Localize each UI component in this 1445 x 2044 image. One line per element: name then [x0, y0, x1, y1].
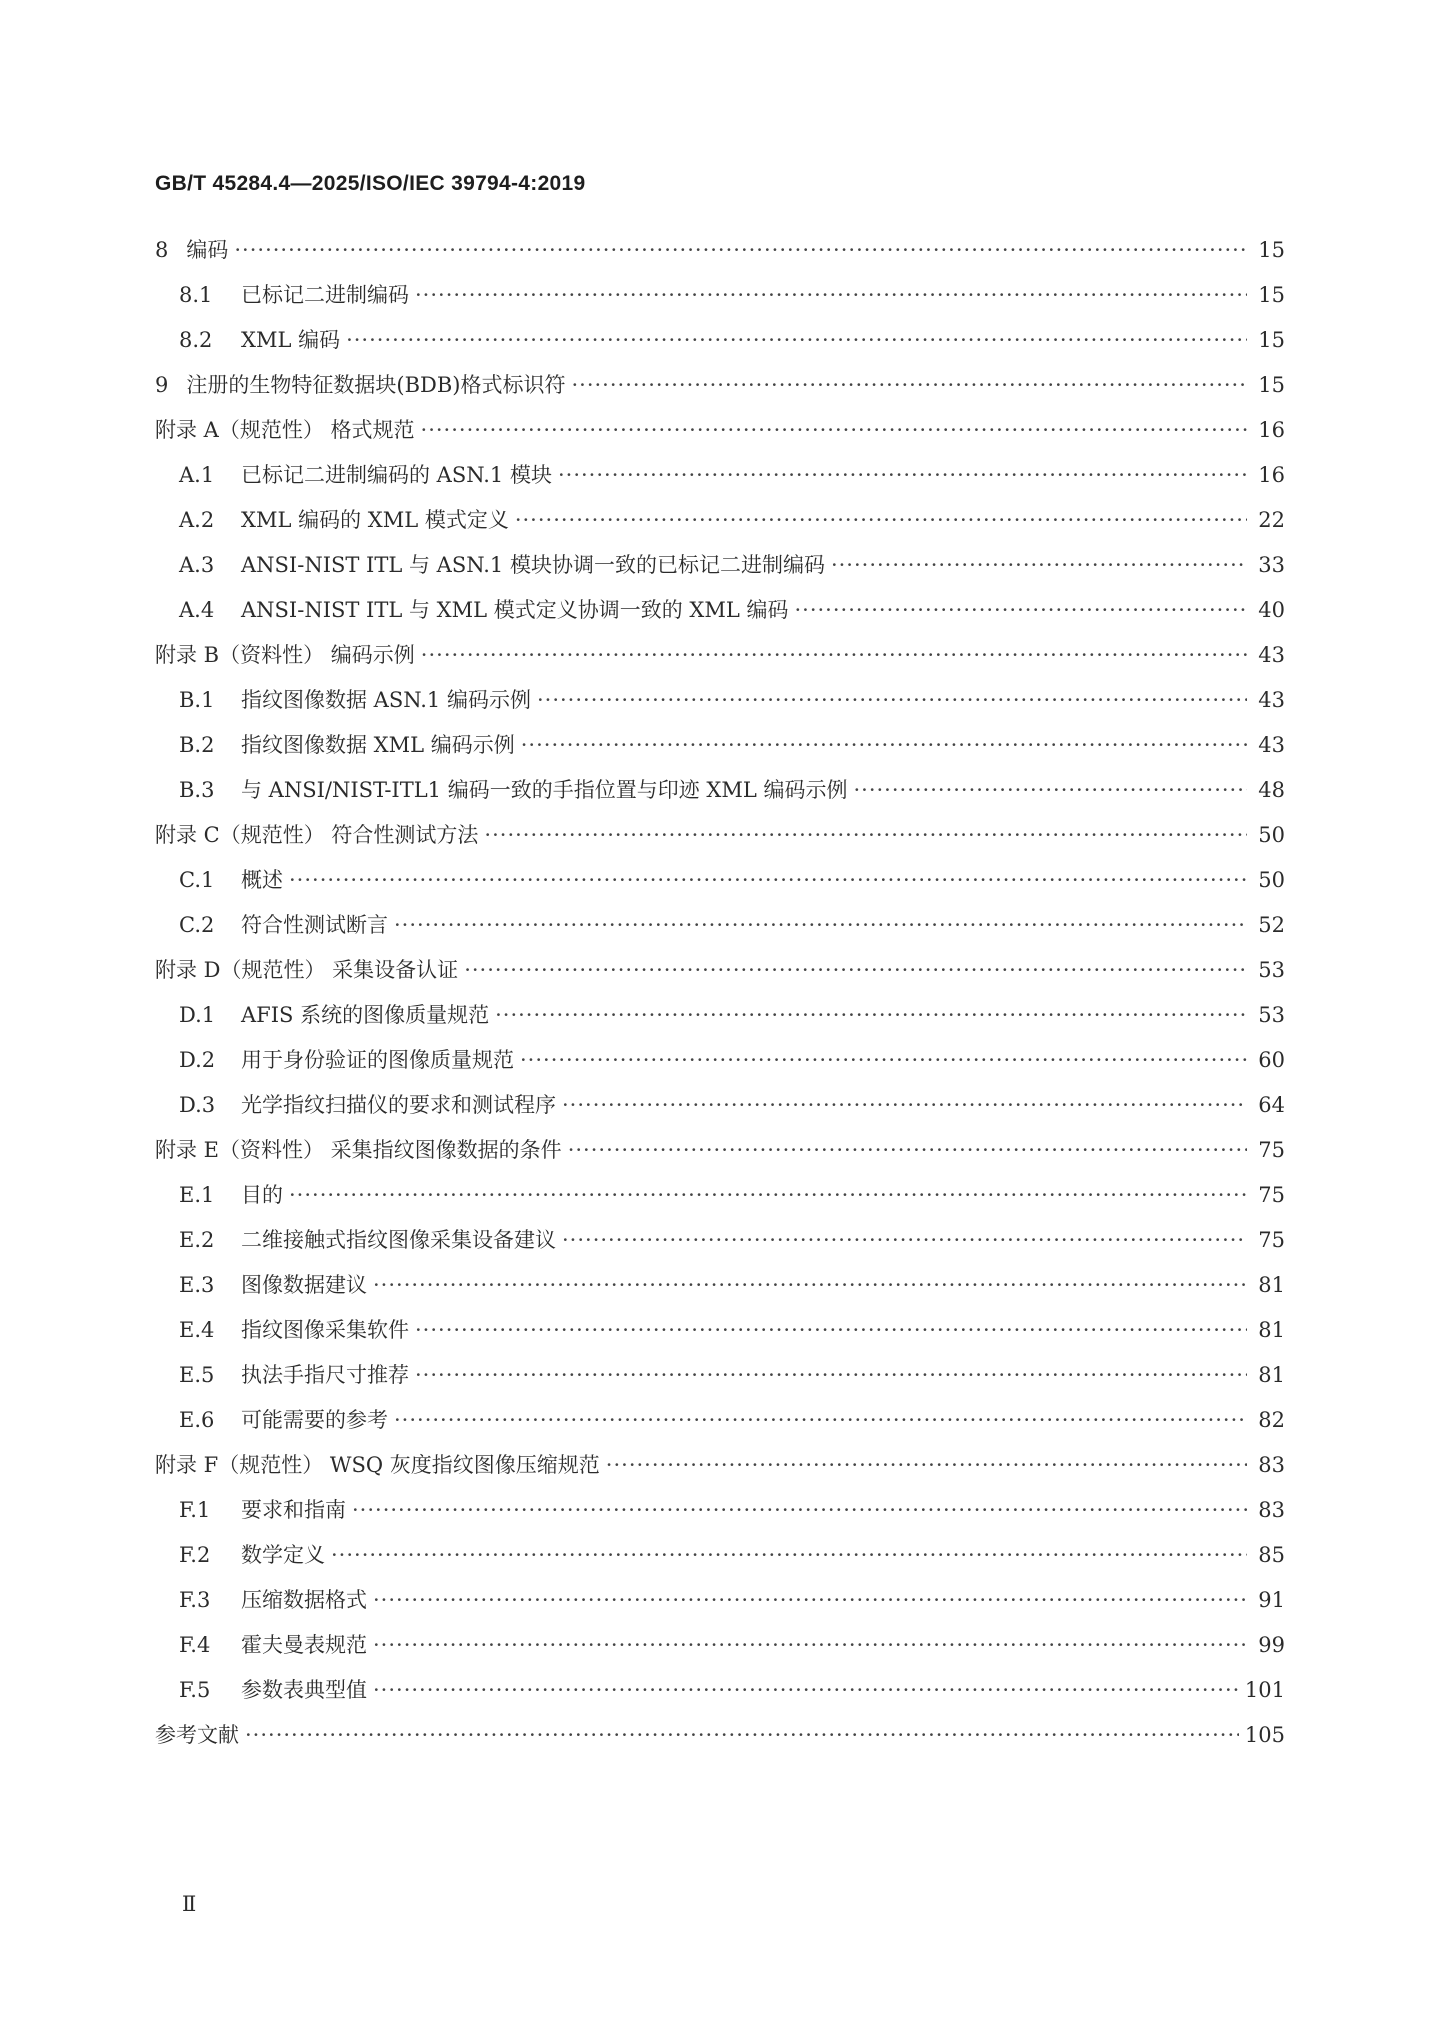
toc-entry[interactable]: [155, 1270, 1285, 1315]
toc-entry-page: 105: [1244, 1723, 1285, 1747]
toc-entry-number: E.1: [179, 1183, 215, 1207]
toc-entry-page: 52: [1258, 913, 1285, 937]
toc-dot-leader: [831, 550, 1247, 580]
toc-dot-leader: [346, 325, 1247, 355]
toc-dot-leader: [394, 1405, 1247, 1435]
toc-entry-title: ANSI-NIST ITL 与 ASN.1 模块协调一致的已标记二进制编码: [241, 553, 825, 577]
toc-entry-page: 75: [1258, 1183, 1285, 1207]
toc-entry-title: 符合性测试断言: [241, 913, 388, 937]
toc-entry-title: 已标记二进制编码: [241, 283, 409, 307]
toc-entry[interactable]: [155, 1045, 1285, 1090]
toc-entry-title: 二维接触式指纹图像采集设备建议: [241, 1228, 556, 1252]
toc-entry-number: 8.2: [179, 328, 213, 352]
toc-entry[interactable]: [155, 1000, 1285, 1045]
toc-dot-leader: [415, 280, 1247, 310]
toc-entry[interactable]: [155, 325, 1285, 370]
toc-entry-title: 图像数据建议: [241, 1273, 367, 1297]
toc-entry-page: 22: [1258, 508, 1285, 532]
toc-dot-leader: [606, 1450, 1247, 1480]
toc-entry-title: 附录 A（规范性） 格式规范: [155, 418, 415, 442]
toc-entry-number: E.6: [179, 1408, 215, 1432]
toc-entry[interactable]: [155, 1135, 1285, 1180]
toc-dot-leader: [245, 1720, 1239, 1750]
toc-entry-page: 43: [1258, 688, 1285, 712]
toc-dot-leader: [421, 415, 1247, 445]
toc-dot-leader: [495, 1000, 1247, 1030]
toc-entry-number: 8.1: [179, 283, 213, 307]
toc-entry-title: 附录 D（规范性） 采集设备认证: [155, 958, 459, 982]
toc-entry-page: 81: [1258, 1273, 1285, 1297]
toc-entry-number: B.3: [179, 778, 215, 802]
toc-entry-page: 75: [1258, 1138, 1285, 1162]
toc-entry[interactable]: [155, 460, 1285, 505]
toc-entry-page: 16: [1258, 463, 1285, 487]
toc-entry[interactable]: [155, 775, 1285, 820]
toc-entry-title: XML 编码的 XML 模式定义: [241, 508, 509, 532]
toc-entry[interactable]: [155, 235, 1285, 280]
toc-dot-leader: [289, 1180, 1247, 1210]
toc-entry-title: 概述: [241, 868, 283, 892]
toc-entry-title: AFIS 系统的图像质量规范: [241, 1003, 490, 1027]
toc-entry-number: C.1: [179, 868, 215, 892]
toc-entry-number: A.2: [179, 508, 215, 532]
toc-entry-page: 60: [1258, 1048, 1285, 1072]
toc-entry-title: 附录 C（规范性） 符合性测试方法: [155, 823, 479, 847]
toc-dot-leader: [794, 595, 1247, 625]
toc-entry-title: 附录 F（规范性） WSQ 灰度指纹图像压缩规范: [155, 1453, 600, 1477]
toc-entry-page: 15: [1258, 328, 1285, 352]
toc-entry-title: ANSI-NIST ITL 与 XML 模式定义协调一致的 XML 编码: [241, 598, 789, 622]
toc-dot-leader: [515, 505, 1247, 535]
toc-entry-page: 43: [1258, 643, 1285, 667]
toc-entry-number: A.3: [179, 553, 215, 577]
toc-entry-number: D.2: [179, 1048, 216, 1072]
toc-entry-page: 81: [1258, 1318, 1285, 1342]
toc-entry-title: 数学定义: [241, 1543, 325, 1567]
toc-entry-number: 8: [155, 238, 169, 262]
toc-entry-page: 53: [1258, 1003, 1285, 1027]
toc-entry[interactable]: [155, 370, 1285, 415]
toc-dot-leader: [853, 775, 1247, 805]
toc-entry[interactable]: [155, 415, 1285, 460]
toc-entry-page: 53: [1258, 958, 1285, 982]
toc-entry-page: 85: [1258, 1543, 1285, 1567]
toc-entry-title: 已标记二进制编码的 ASN.1 模块: [241, 463, 552, 487]
toc-entry-page: 83: [1258, 1453, 1285, 1477]
toc-dot-leader: [373, 1585, 1247, 1615]
toc-entry[interactable]: [155, 640, 1285, 685]
toc-entry-title: 要求和指南: [241, 1498, 346, 1522]
toc-dot-leader: [394, 910, 1247, 940]
toc-entry-number: E.4: [179, 1318, 215, 1342]
toc-dot-leader: [234, 235, 1247, 265]
toc-entry-page: 81: [1258, 1363, 1285, 1387]
page-header-standard-id: GB/T 45284.4—2025/ISO/IEC 39794-4:2019: [155, 172, 586, 195]
toc-entry[interactable]: [155, 820, 1285, 865]
toc-entry[interactable]: [155, 1720, 1285, 1765]
toc-entry-number: F.3: [179, 1588, 211, 1612]
toc-entry-page: 40: [1258, 598, 1285, 622]
toc-entry-page: 83: [1258, 1498, 1285, 1522]
toc-entry-number: E.3: [179, 1273, 215, 1297]
toc-entry-title: 指纹图像数据 ASN.1 编码示例: [241, 688, 531, 712]
toc-entry[interactable]: [155, 955, 1285, 1000]
toc-dot-leader: [562, 1225, 1247, 1255]
toc-entry-title: 附录 E（资料性） 采集指纹图像数据的条件: [155, 1138, 562, 1162]
table-of-contents: [155, 235, 1285, 1765]
toc-dot-leader: [415, 1360, 1247, 1390]
toc-entry[interactable]: [155, 1540, 1285, 1585]
toc-dot-leader: [571, 370, 1247, 400]
toc-entry-page: 64: [1258, 1093, 1285, 1117]
toc-entry[interactable]: [155, 1450, 1285, 1495]
toc-dot-leader: [373, 1630, 1247, 1660]
toc-entry-title: 指纹图像采集软件: [241, 1318, 409, 1342]
toc-entry-page: 50: [1258, 868, 1285, 892]
toc-entry[interactable]: [155, 1630, 1285, 1675]
toc-entry[interactable]: [155, 730, 1285, 775]
toc-entry-title: 执法手指尺寸推荐: [241, 1363, 409, 1387]
toc-entry-title: 参考文献: [155, 1723, 239, 1747]
page-number: Ⅱ: [182, 1892, 197, 1916]
toc-entry-title: 光学指纹扫描仪的要求和测试程序: [241, 1093, 556, 1117]
toc-entry[interactable]: [155, 910, 1285, 955]
toc-entry[interactable]: [155, 550, 1285, 595]
toc-entry-number: F.2: [179, 1543, 211, 1567]
toc-entry[interactable]: [155, 685, 1285, 730]
toc-dot-leader: [373, 1270, 1247, 1300]
toc-dot-leader: [464, 955, 1247, 985]
toc-dot-leader: [415, 1315, 1247, 1345]
toc-entry[interactable]: [155, 595, 1285, 640]
toc-entry-page: 43: [1258, 733, 1285, 757]
toc-entry[interactable]: [155, 505, 1285, 550]
toc-entry-title: XML 编码: [241, 328, 341, 352]
toc-entry-number: A.4: [179, 598, 215, 622]
toc-dot-leader: [352, 1495, 1247, 1525]
toc-entry-title: 与 ANSI/NIST-ITL1 编码一致的手指位置与印迹 XML 编码示例: [241, 778, 848, 802]
toc-entry[interactable]: [155, 1405, 1285, 1450]
toc-entry[interactable]: [155, 1360, 1285, 1405]
toc-entry-page: 50: [1258, 823, 1285, 847]
toc-entry[interactable]: [155, 1225, 1285, 1270]
toc-entry-page: 99: [1258, 1633, 1285, 1657]
toc-entry-page: 33: [1258, 553, 1285, 577]
toc-entry-page: 91: [1258, 1588, 1285, 1612]
toc-entry-page: 15: [1258, 283, 1285, 307]
toc-entry-number: D.1: [179, 1003, 216, 1027]
toc-entry-number: E.5: [179, 1363, 215, 1387]
toc-entry-page: 101: [1244, 1678, 1285, 1702]
toc-entry[interactable]: [155, 1180, 1285, 1225]
toc-entry-number: C.2: [179, 913, 215, 937]
toc-entry[interactable]: [155, 1495, 1285, 1540]
toc-entry-number: B.1: [179, 688, 215, 712]
toc-dot-leader: [521, 730, 1247, 760]
toc-entry-title: 压缩数据格式: [241, 1588, 367, 1612]
toc-entry-page: 48: [1258, 778, 1285, 802]
toc-entry-page: 16: [1258, 418, 1285, 442]
toc-dot-leader: [520, 1045, 1247, 1075]
toc-entry-page: 15: [1258, 373, 1285, 397]
toc-entry[interactable]: [155, 1315, 1285, 1360]
toc-entry-number: E.2: [179, 1228, 215, 1252]
toc-entry-page: 82: [1258, 1408, 1285, 1432]
toc-entry-number: A.1: [179, 463, 215, 487]
toc-entry-page: 15: [1258, 238, 1285, 262]
toc-dot-leader: [373, 1675, 1239, 1705]
toc-entry[interactable]: [155, 280, 1285, 325]
toc-entry[interactable]: [155, 1090, 1285, 1135]
toc-entry[interactable]: [155, 1585, 1285, 1630]
toc-entry-title: 指纹图像数据 XML 编码示例: [241, 733, 515, 757]
toc-entry-number: F.1: [179, 1498, 211, 1522]
toc-entry-number: B.2: [179, 733, 215, 757]
toc-dot-leader: [568, 1135, 1247, 1165]
toc-entry-title: 注册的生物特征数据块(BDB)格式标识符: [186, 373, 566, 397]
toc-entry-title: 附录 B（资料性） 编码示例: [155, 643, 415, 667]
toc-entry-number: F.4: [179, 1633, 211, 1657]
toc-dot-leader: [484, 820, 1247, 850]
toc-dot-leader: [558, 460, 1247, 490]
toc-dot-leader: [289, 865, 1247, 895]
toc-entry-title: 可能需要的参考: [241, 1408, 388, 1432]
toc-entry-title: 用于身份验证的图像质量规范: [241, 1048, 514, 1072]
toc-dot-leader: [537, 685, 1247, 715]
toc-entry-number: F.5: [179, 1678, 211, 1702]
toc-entry[interactable]: [155, 1675, 1285, 1720]
toc-entry-title: 参数表典型值: [241, 1678, 367, 1702]
toc-dot-leader: [421, 640, 1247, 670]
toc-entry-page: 75: [1258, 1228, 1285, 1252]
toc-dot-leader: [562, 1090, 1247, 1120]
toc-entry[interactable]: [155, 865, 1285, 910]
toc-entry-title: 目的: [241, 1183, 283, 1207]
toc-dot-leader: [331, 1540, 1247, 1570]
toc-entry-number: D.3: [179, 1093, 216, 1117]
toc-entry-number: 9: [155, 373, 169, 397]
toc-entry-title: 霍夫曼表规范: [241, 1633, 367, 1657]
toc-entry-title: 编码: [186, 238, 229, 262]
